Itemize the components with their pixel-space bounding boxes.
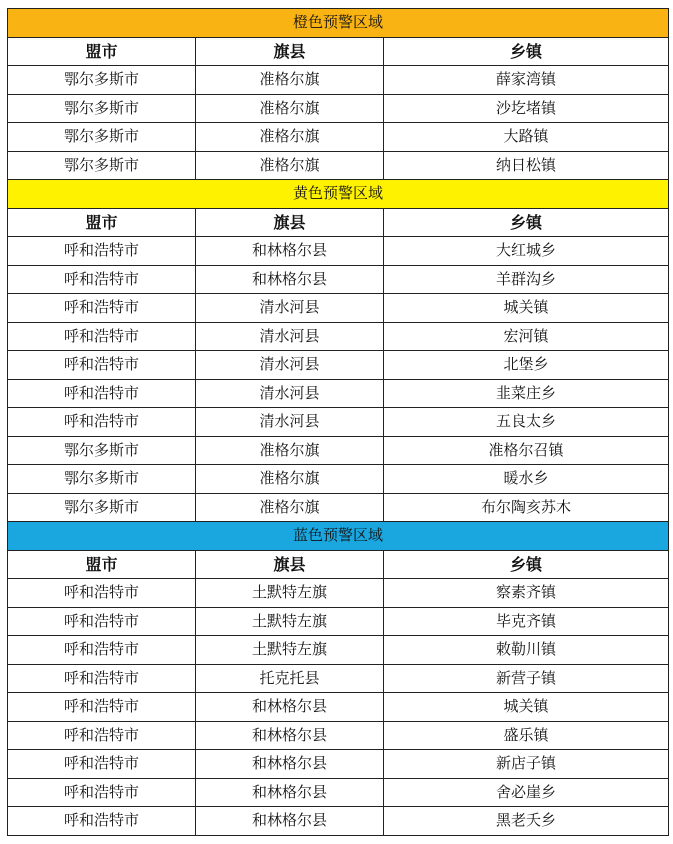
orange-warning-title: 橙色预警区域 [8,9,669,38]
league-city-cell: 呼和浩特市 [8,265,196,294]
table-row [8,66,669,95]
league-city-cell: 呼和浩特市 [8,721,196,750]
league-city-header: 盟市 [8,37,196,66]
league-city-header: 盟市 [8,208,196,237]
banner-county-header: 旗县 [196,550,384,579]
blue-warning-title: 蓝色预警区域 [8,522,669,551]
banner-county-cell: 准格尔旗 [196,94,384,123]
table-row [8,237,669,266]
league-city-cell: 鄂尔多斯市 [8,436,196,465]
township-cell: 薛家湾镇 [384,66,669,95]
banner-county-header: 旗县 [196,37,384,66]
township-cell: 新营子镇 [384,664,669,693]
league-city-cell: 呼和浩特市 [8,579,196,608]
header-row [8,37,669,66]
banner-county-cell: 和林格尔县 [196,265,384,294]
township-cell: 敕勒川镇 [384,636,669,665]
league-city-cell: 呼和浩特市 [8,693,196,722]
league-city-cell: 鄂尔多斯市 [8,66,196,95]
township-cell: 宏河镇 [384,322,669,351]
table-row [8,721,669,750]
league-city-cell: 呼和浩特市 [8,664,196,693]
table-row [8,94,669,123]
banner-county-cell: 和林格尔县 [196,778,384,807]
league-city-cell: 鄂尔多斯市 [8,493,196,522]
banner-county-cell: 准格尔旗 [196,436,384,465]
table-row [8,778,669,807]
township-cell: 大红城乡 [384,237,669,266]
township-cell: 盛乐镇 [384,721,669,750]
league-city-header: 盟市 [8,550,196,579]
league-city-cell: 呼和浩特市 [8,750,196,779]
township-header: 乡镇 [384,208,669,237]
league-city-cell: 呼和浩特市 [8,379,196,408]
township-cell: 新店子镇 [384,750,669,779]
township-cell: 韭菜庄乡 [384,379,669,408]
township-cell: 黑老夭乡 [384,807,669,836]
township-cell: 五良太乡 [384,408,669,437]
township-header: 乡镇 [384,37,669,66]
league-city-cell: 鄂尔多斯市 [8,123,196,152]
banner-county-cell: 清水河县 [196,351,384,380]
table-row [8,693,669,722]
banner-county-cell: 和林格尔县 [196,807,384,836]
banner-county-cell: 准格尔旗 [196,123,384,152]
league-city-cell: 呼和浩特市 [8,322,196,351]
banner-county-header: 旗县 [196,208,384,237]
table-row [8,294,669,323]
yellow-warning-title-row [8,180,669,209]
township-cell: 察素齐镇 [384,579,669,608]
table-row [8,265,669,294]
league-city-cell: 呼和浩特市 [8,607,196,636]
yellow-warning-title: 黄色预警区域 [8,180,669,209]
table-row [8,322,669,351]
table-row [8,607,669,636]
table-body [8,9,669,836]
warning-area-table [7,8,669,836]
township-cell: 沙圪堵镇 [384,94,669,123]
header-row [8,208,669,237]
township-header: 乡镇 [384,550,669,579]
table-row [8,664,669,693]
table-row [8,636,669,665]
banner-county-cell: 托克托县 [196,664,384,693]
league-city-cell: 呼和浩特市 [8,237,196,266]
township-cell: 布尔陶亥苏木 [384,493,669,522]
table-row [8,493,669,522]
league-city-cell: 呼和浩特市 [8,807,196,836]
league-city-cell: 鄂尔多斯市 [8,151,196,180]
table-row [8,351,669,380]
league-city-cell: 呼和浩特市 [8,636,196,665]
banner-county-cell: 准格尔旗 [196,151,384,180]
township-cell: 毕克齐镇 [384,607,669,636]
banner-county-cell: 和林格尔县 [196,693,384,722]
warning-area-table-container [7,8,668,836]
banner-county-cell: 准格尔旗 [196,493,384,522]
table-row [8,123,669,152]
header-row [8,550,669,579]
township-cell: 北堡乡 [384,351,669,380]
league-city-cell: 呼和浩特市 [8,408,196,437]
table-row [8,408,669,437]
township-cell: 准格尔召镇 [384,436,669,465]
league-city-cell: 鄂尔多斯市 [8,94,196,123]
township-cell: 城关镇 [384,693,669,722]
table-row [8,750,669,779]
orange-warning-title-row [8,9,669,38]
table-row [8,436,669,465]
township-cell: 暖水乡 [384,465,669,494]
banner-county-cell: 和林格尔县 [196,237,384,266]
banner-county-cell: 土默特左旗 [196,579,384,608]
banner-county-cell: 准格尔旗 [196,66,384,95]
banner-county-cell: 土默特左旗 [196,607,384,636]
banner-county-cell: 准格尔旗 [196,465,384,494]
banner-county-cell: 清水河县 [196,408,384,437]
table-row [8,151,669,180]
league-city-cell: 呼和浩特市 [8,778,196,807]
township-cell: 城关镇 [384,294,669,323]
league-city-cell: 鄂尔多斯市 [8,465,196,494]
league-city-cell: 呼和浩特市 [8,351,196,380]
blue-warning-title-row [8,522,669,551]
table-row [8,579,669,608]
banner-county-cell: 土默特左旗 [196,636,384,665]
banner-county-cell: 清水河县 [196,294,384,323]
league-city-cell: 呼和浩特市 [8,294,196,323]
table-row [8,807,669,836]
township-cell: 大路镇 [384,123,669,152]
table-row [8,379,669,408]
township-cell: 纳日松镇 [384,151,669,180]
township-cell: 羊群沟乡 [384,265,669,294]
banner-county-cell: 清水河县 [196,379,384,408]
banner-county-cell: 和林格尔县 [196,750,384,779]
table-row [8,465,669,494]
banner-county-cell: 和林格尔县 [196,721,384,750]
township-cell: 舍必崖乡 [384,778,669,807]
banner-county-cell: 清水河县 [196,322,384,351]
